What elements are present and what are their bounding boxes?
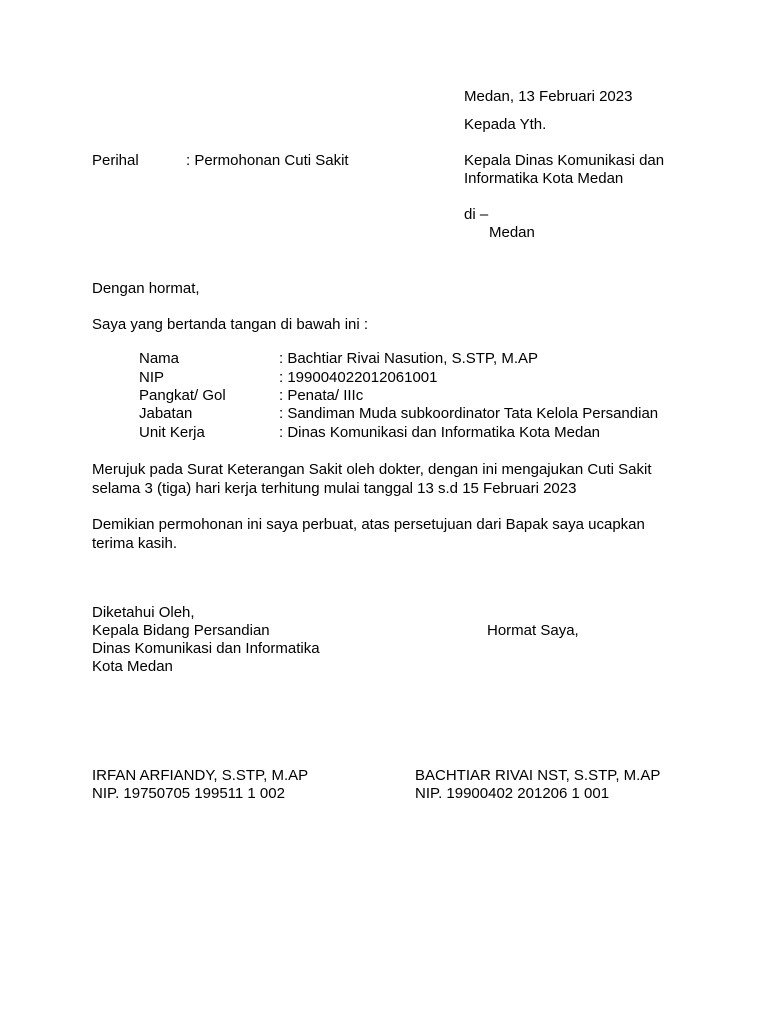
signature-left-line-1: Diketahui Oleh,	[92, 604, 195, 621]
signature-left-nip: NIP. 19750705 199511 1 002	[92, 785, 285, 802]
signature-left-line-2: Kepala Bidang Persandian	[92, 622, 270, 639]
signature-left-identity	[92, 767, 308, 803]
recipient-line-2: Informatika Kota Medan	[464, 170, 624, 187]
signature-right-identity	[415, 767, 660, 803]
intro-line: Saya yang bertanda tangan di bawah ini :	[92, 316, 369, 333]
recipient-di: di –	[464, 206, 489, 223]
subject-label: Perihal	[92, 152, 139, 169]
identity-label: Jabatan	[139, 405, 193, 422]
recipient-line-1: Kepala Dinas Komunikasi dan	[464, 152, 665, 169]
identity-label: Unit Kerja	[139, 424, 205, 441]
signature-left-line-4: Kota Medan	[92, 658, 173, 675]
paragraph-closing-line-2: terima kasih.	[92, 535, 178, 552]
signature-left-line-3: Dinas Komunikasi dan Informatika	[92, 640, 320, 657]
recipient-block	[464, 152, 664, 188]
salutation: Dengan hormat,	[92, 280, 200, 297]
paragraph-request	[92, 460, 652, 498]
paragraph-closing	[92, 515, 645, 553]
paragraph-closing-line-1: Demikian permohonan ini saya perbuat, atas persetujuan dari Bapak saya ucapkan	[92, 516, 645, 533]
place-date: Medan, 13 Februari 2023	[464, 88, 633, 105]
identity-value: : Dinas Komunikasi dan Informatika Kota Medan	[279, 424, 600, 441]
identity-value: : Penata/ IIIc	[279, 387, 364, 404]
identity-value: : 199004022012061001	[279, 369, 438, 386]
signature-left-title	[92, 604, 320, 676]
identity-label: NIP	[139, 369, 165, 386]
identity-value: : Sandiman Muda subkoordinator Tata Kelola Persandian	[279, 405, 659, 422]
to-greeting: Kepada Yth.	[464, 116, 547, 133]
identity-value: : Bachtiar Rivai Nasution, S.STP, M.AP	[279, 350, 538, 367]
signature-right-nip: NIP. 19900402 201206 1 001	[415, 785, 610, 802]
identity-label: Pangkat/ Gol	[139, 387, 226, 404]
paragraph-request-line-1: Merujuk pada Surat Keterangan Sakit oleh dokter, dengan ini mengajukan Cuti Sakit	[92, 461, 652, 478]
subject-value: : Permohonan Cuti Sakit	[186, 152, 349, 169]
paragraph-request-line-2: selama 3 (tiga) hari kerja terhitung mulai tanggal 13 s.d 15 Februari 2023	[92, 480, 577, 497]
signature-right-name: BACHTIAR RIVAI NST, S.STP, M.AP	[415, 767, 661, 784]
signature-left-name: IRFAN ARFIANDY, S.STP, M.AP	[92, 767, 309, 784]
recipient-city: Medan	[489, 224, 535, 241]
identity-label: Nama	[139, 350, 180, 367]
signature-right-closing: Hormat Saya,	[487, 622, 579, 639]
